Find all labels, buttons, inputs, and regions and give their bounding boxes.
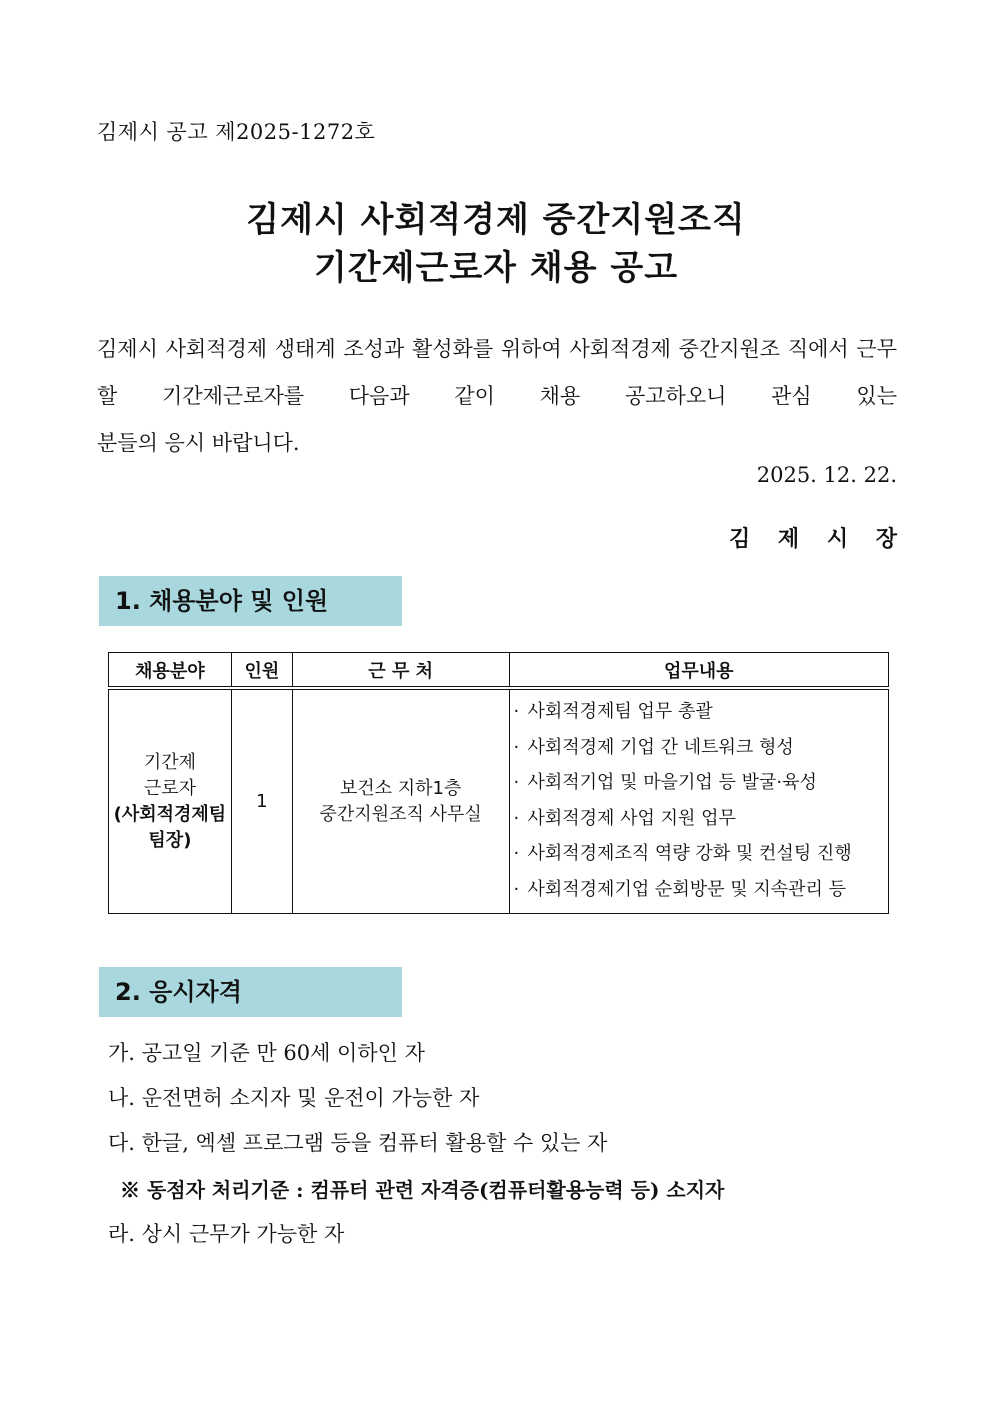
field-line: (사회적경제팀	[113, 803, 227, 825]
cell-duties	[509, 688, 889, 914]
page-title-line2: 기간제근로자 채용 공고	[313, 248, 679, 288]
section-heading-qualifications: 2. 응시자격	[99, 967, 402, 1017]
intro-paragraph	[97, 326, 897, 467]
workplace-line: 중간지원조직 사무실	[319, 803, 482, 825]
field-line: 근로자	[143, 777, 197, 799]
cell-workplace	[292, 688, 509, 914]
intro-line: 김제시 사회적경제 생태계 조성과 활성화를 위하여 사회적경제 중간지원조	[97, 337, 781, 361]
notice-date: 2025. 12. 22.	[756, 463, 897, 487]
duty-item	[510, 765, 889, 801]
workplace-line: 보건소 지하1층	[339, 777, 462, 799]
table-header-row	[109, 653, 889, 689]
duty-text: 사회적경제 기업 간 네트워크 형성	[527, 736, 794, 758]
duty-item	[510, 836, 889, 872]
tiebreak-note: ※ 동점자 처리기준 : 컴퓨터 관련 자격증(컴퓨터활용능력 등) 소지자	[120, 1178, 725, 1202]
issuer-signature: 김 제 시 장	[729, 526, 907, 552]
notice-number: 김제시 공고 제2025-1272호	[97, 120, 376, 144]
field-line: 기간제	[143, 751, 197, 773]
duty-item	[510, 694, 889, 730]
bullet-dot: ·	[513, 843, 520, 864]
recruitment-table	[108, 652, 889, 914]
duty-text: 사회적경제 사업 지원 업무	[527, 807, 736, 829]
duty-text: 사회적경제조직 역량 강화 및 컨설팅 진행	[527, 843, 852, 864]
duty-text: 사회적경제팀 업무 총괄	[527, 701, 713, 722]
qualification-item: 다. 한글, 엑셀 프로그램 등을 컴퓨터 활용할 수 있는 자	[108, 1131, 608, 1155]
header-workplace: 근 무 처	[292, 653, 509, 689]
table-row	[109, 688, 889, 914]
qualification-item: 라. 상시 근무가 가능한 자	[108, 1222, 345, 1246]
duty-text: 사회적기업 및 마을기업 등 발굴·육성	[527, 772, 817, 793]
duty-item	[510, 801, 889, 837]
qualification-item: 가. 공고일 기준 만 60세 이하인 자	[108, 1041, 425, 1065]
header-duties: 업무내용	[509, 653, 889, 689]
bullet-dot: ·	[513, 878, 520, 900]
qualification-item: 나. 운전면허 소지자 및 운전이 가능한 자	[108, 1086, 480, 1110]
field-line: 팀장)	[148, 829, 192, 851]
header-field: 채용분야	[109, 653, 232, 689]
cell-count: 1	[231, 688, 292, 914]
bullet-dot: ·	[513, 807, 520, 829]
bullet-dot: ·	[513, 772, 520, 793]
header-count: 인원	[231, 653, 292, 689]
duty-text: 사회적경제기업 순회방문 및 지속관리 등	[527, 878, 846, 900]
intro-line: 직에서 근무할 기간제근로자를 다음과 같이 채용 공고하오니 관심 있는	[97, 337, 898, 408]
duty-item	[510, 730, 889, 766]
section-heading-recruitment: 1. 채용분야 및 인원	[99, 576, 402, 626]
duty-item	[510, 872, 889, 908]
intro-line: 분들의 응시 바랍니다.	[97, 431, 300, 455]
cell-field	[109, 688, 232, 914]
bullet-dot: ·	[513, 701, 520, 722]
page-title-line1: 김제시 사회적경제 중간지원조직	[246, 200, 746, 240]
bullet-dot: ·	[513, 736, 520, 758]
